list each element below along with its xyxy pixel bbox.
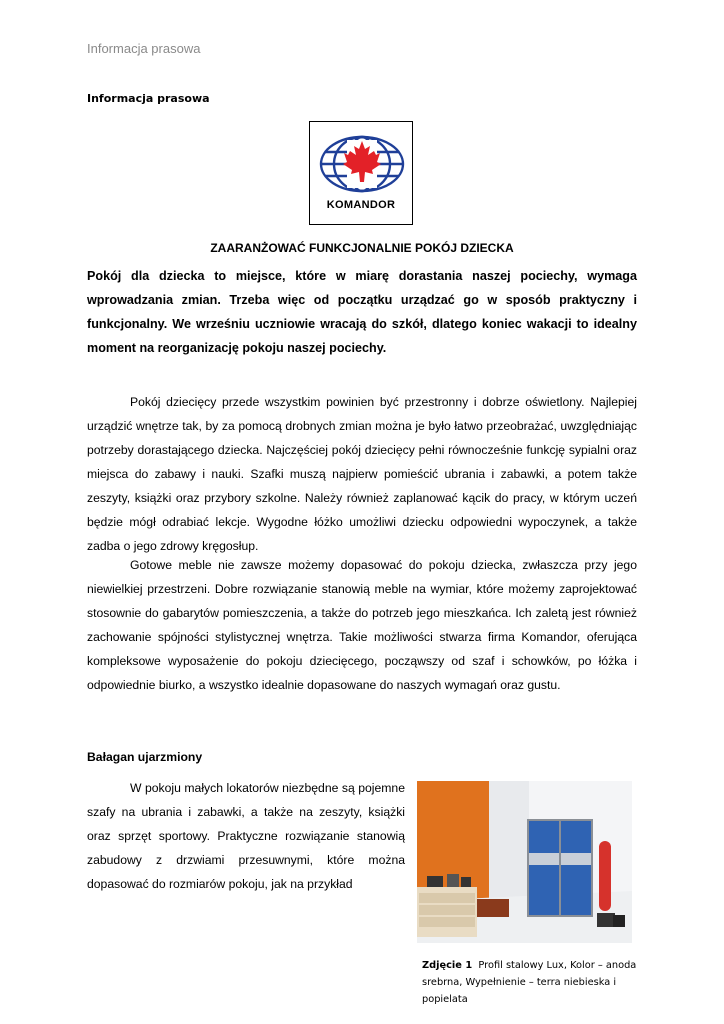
section-subheading: Bałagan ujarzmiony [87, 750, 203, 764]
caption-text: Profil stalowy Lux, Kolor – anoda srebrna, Wypełnienie – terra niebieska i popielata [422, 960, 637, 1005]
room-photo [417, 781, 632, 943]
body-paragraph-2: Gotowe meble nie zawsze możemy dopasować do pokoju dziecka, zwłaszcza przy jego niewielkiej przestrzeni. Dobre rozwiązanie stanowią meble na wymiar, które możemy zaprojektować stosownie do gabarytów pomieszczenia, a także do potrzeb jego mieszkańca. Ich zaletą jest również zachowanie spójności stylistycznej wnętrza. Takie możliwości stwarza firma Komandor, oferująca kompleksowe wyposażenie do pokoju dziecięcego, począwszy od szaf i schowków, po łóżka i odpowiednie biurko, a wszystko idealnie dopasowane do naszych wymagań oraz gustu. [87, 558, 637, 692]
caption-label: Zdjęcie 1 [422, 960, 473, 971]
body-paragraph-1: Pokój dziecięcy przede wszystkim powinien być przestronny i dobrze oświetlony. Najlepiej urządzić wnętrze tak, by za pomocą drobnych zmian można je było łatwo przeobrażać, uwzględniając potrzeby dorastającego dziecka. Najczęściej pokój dziecięcy pełni równocześnie funkcję sypialni oraz miejsca do zabawy i nauki. Szafki muszą najpierw pomieścić ubrania i zabawki, a potem także zeszyty, książki oraz przybory szkolne. Należy również zaplanować kącik do pracy, w którym uczeń będzie mógł odrabiać lekcje. Wygodne łóżko umożliwi dziecku odpowiedni wypoczynek, a także zadba o jego zdrowy kręgosłup. [87, 395, 637, 553]
article-title: ZAARANŻOWAĆ FUNKCJONALNIE POKÓJ DZIECKA [210, 241, 514, 255]
logo-wordmark: KOMANDOR [326, 199, 396, 211]
lead-paragraph: Pokój dla dziecka to miejsce, które w miarę dorastania naszej pociechy, wymaga wprowadzania zmian. Trzeba więc od początku urządzać go w sposób praktyczny i funkcjonalny. We wrześniu uczniowie wracają do szkół, dlatego koniec wakacji to idealny moment na reorganizację pokoju naszej pociechy. [87, 269, 637, 355]
running-header: Informacja prasowa [87, 41, 201, 56]
komandor-logo [309, 121, 413, 225]
body-paragraph-3: W pokoju małych lokatorów niezbędne są pojemne szafy na ubrania i zabawki, a także na zeszyty, książki oraz sprzęt sportowy. Praktyczne rozwiązanie stanowią zabudowy z drzwiami przesuwnymi, które można dopasować do rozmiarów pokoju, jak na przykład [87, 781, 405, 891]
section-label: Informacja prasowa [87, 92, 210, 105]
photo-caption [422, 957, 637, 1008]
